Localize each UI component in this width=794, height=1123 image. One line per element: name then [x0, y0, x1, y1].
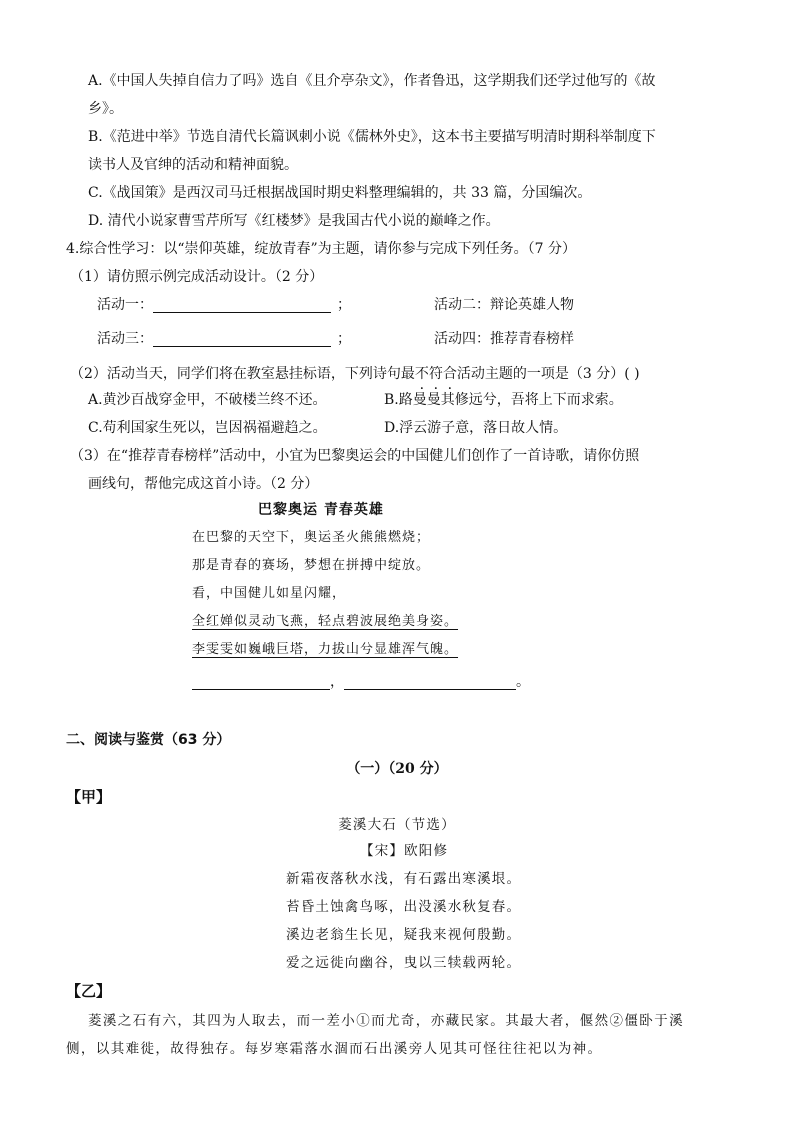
activity-1-label: 活动一： — [97, 297, 153, 313]
classical-poem-verse-1: 新霜夜落秋水浅，有石露出寒溪垠。 — [286, 871, 522, 887]
q4-part2-prompt-post: 活动主题的一项是（3 分）( ) — [456, 366, 640, 382]
poem-blank-2[interactable] — [344, 671, 516, 690]
q3-option-b-line2: 读书人及官绅的活动和精神面貌。 — [88, 157, 298, 173]
activity-4: 活动四：推荐青春榜样 — [434, 331, 574, 347]
q4-title: 4.综合性学习：以“崇仰英雄，绽放青春”为主题，请你参与完成下列任务。（7 分） — [66, 241, 577, 257]
activity-3-blank[interactable] — [153, 328, 331, 347]
activity-3-semicolon: ； — [337, 331, 351, 347]
classical-poem-verse-2: 苔昏土蚀禽鸟啄，出没溪水秋复春。 — [286, 899, 522, 915]
poem-blank-comma: ， — [330, 674, 344, 690]
emphasis-char: 不 — [414, 366, 429, 382]
reading-part-1-heading: （一）（20 分） — [346, 761, 448, 777]
q4-option-a: A.黄沙百战穿金甲，不破楼兰终不还。 — [88, 392, 327, 408]
emphasis-char: 合 — [442, 366, 457, 382]
q3-option-a-line1: A.《中国人失掉自信力了吗》选自《且介亭杂文》，作者鲁迅，这学期我们还学过他写的《故 — [88, 73, 656, 89]
q3-option-d: D. 清代小说家曹雪芹所写《红楼梦》是我国古代小说的巅峰之作。 — [88, 213, 500, 229]
activity-1-semicolon: ； — [337, 297, 351, 313]
classical-poem-author: 【宋】欧阳修 — [360, 843, 449, 859]
q4-part2-prompt — [70, 360, 640, 388]
activity-1 — [97, 291, 351, 319]
classical-poem-verse-4: 爱之远徙向幽谷，曳以三犊载两轮。 — [286, 955, 522, 971]
activity-2: 活动二：辩论英雄人物 — [434, 297, 574, 313]
q4-part2-prompt-pre: （2）活动当天，同学们将在教室悬挂标语，下列诗句最 — [70, 366, 415, 382]
poem-blank-end: 。 — [516, 674, 530, 690]
q4-option-b: B.路曼曼其修远兮，吾将上下而求索。 — [384, 392, 623, 408]
activity-3-label: 活动三： — [97, 331, 153, 347]
prose-line-1: 菱溪之石有六，其四为人取去，而一差小①而尤奇，亦藏民家。其最大者，偃然②僵卧于溪 — [88, 1013, 684, 1029]
passage-yi-label: 【乙】 — [66, 982, 112, 1000]
classical-poem-title: 菱溪大石（节选） — [338, 817, 456, 833]
activity-1-blank[interactable] — [153, 294, 331, 313]
q4-part1-prompt: （1）请仿照示例完成活动设计。（2 分） — [70, 269, 324, 285]
q3-option-b-line1: B.《范进中举》节选自清代长篇讽刺小说《儒林外史》，这本书主要描写明清时期科举制度下 — [88, 129, 656, 145]
classical-poem-verse-3: 溪边老翁生长见，疑我来视何殷勤。 — [286, 927, 522, 943]
q4-part3-prompt-line1: （3）在“推荐青春榜样”活动中，小宜为巴黎奥运会的中国健儿们创作了一首诗歌，请你仿照 — [70, 448, 640, 464]
q4-option-c: C.苟利国家生死以，岂因祸福避趋之。 — [88, 420, 327, 436]
poem-blank-1[interactable] — [192, 671, 330, 690]
poem-line-2: 那是青春的赛场，梦想在拼搏中绽放。 — [192, 558, 431, 573]
prose-line-2: 侧，以其难徙，故得独存。每岁寒霜落水涸而石出溪旁人见其可怪往往祀以为神。 — [66, 1041, 603, 1057]
emphasis-char: 符 — [428, 366, 443, 382]
poem-fill-line — [192, 668, 530, 696]
passage-jia-label: 【甲】 — [66, 788, 112, 806]
q3-option-c: C.《战国策》是西汉司马迁根据战国时期史料整理编辑的，共 33 篇，分国编次。 — [88, 185, 592, 201]
activity-3 — [97, 325, 351, 353]
section-2-heading: 二、阅读与鉴赏（63 分） — [66, 732, 231, 748]
poem-title: 巴黎奥运 青春英雄 — [258, 502, 384, 518]
q4-option-d: D.浮云游子意，落日故人情。 — [384, 420, 568, 436]
poem-line-4-underlined: 全红婵似灵动飞燕，轻点碧波展绝美身姿。 — [192, 614, 459, 629]
q4-part3-prompt-line2: 画线句，帮他完成这首小诗。（2 分） — [88, 476, 319, 492]
q3-option-a-line2: 乡》。 — [88, 101, 123, 117]
poem-line-5-underlined: 李雯雯如巍峨巨塔，力拔山兮显雄浑气魄。 — [192, 642, 459, 657]
poem-line-3: 看，中国健儿如星闪耀， — [192, 586, 347, 601]
poem-line-1: 在巴黎的天空下，奥运圣火熊熊燃烧； — [192, 530, 431, 545]
